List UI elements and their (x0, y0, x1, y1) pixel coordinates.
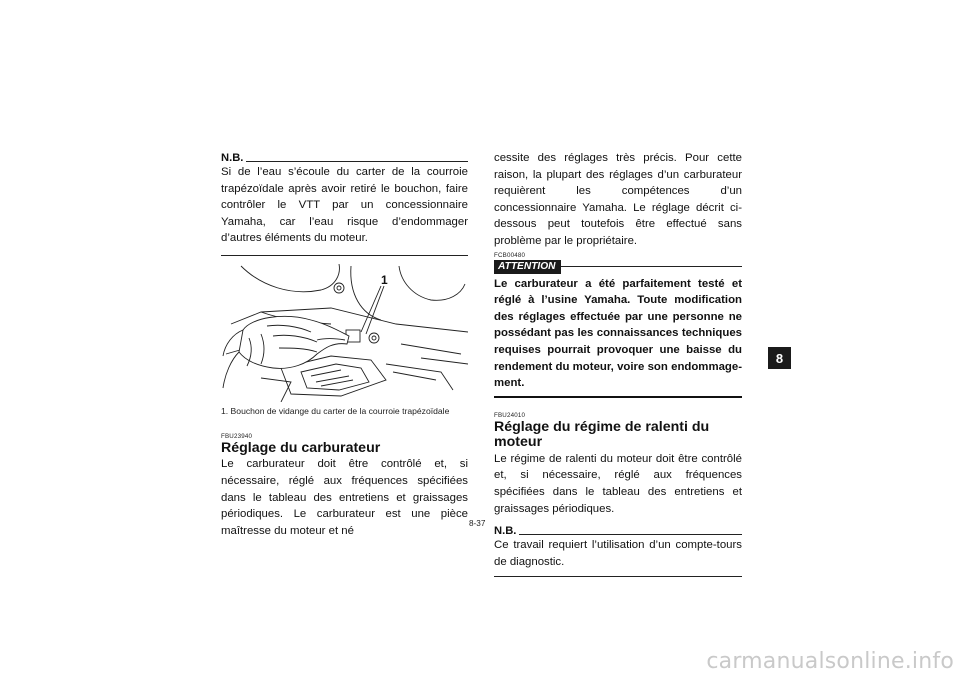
section-code: FBU23940 (221, 432, 253, 440)
idle-speed-section (494, 412, 742, 517)
note-end-rule (494, 576, 742, 577)
drain-plug-figure (221, 264, 468, 402)
note-block (221, 150, 468, 256)
continued-text: cessite des réglages très précis. Pour cette raison, la plupart des réglages d’un carburateur requièrent les compétences d’un concessionnaire Yamaha. Le réglage décrit ci-dessous peut toutefois être effectué sans problème par le propriétaire. (494, 152, 742, 247)
figure-caption: 1. Bouchon de vidange du carter de la courroie trapézoïdale (221, 405, 450, 416)
attention-header (494, 260, 742, 274)
note-text: Si de l’eau s’écoule du carter de la courroie trapézoïdale après avoir retiré le bouchon, faire contrôler le VTT par un concessionnaire Yamaha, car l’eau risque d’endommager d’autres éléments du moteur. (221, 166, 468, 245)
attention-rule (561, 266, 742, 267)
right-column (494, 150, 742, 577)
note-label: N.B. (494, 525, 517, 538)
attention-block (494, 252, 742, 398)
chapter-tab[interactable]: 8 (768, 347, 791, 369)
page-number: 8-37 (469, 519, 486, 528)
drain-plug-illustration (221, 264, 468, 402)
note-rule (519, 534, 742, 535)
figure-callout: 1 (381, 272, 388, 287)
watermark: carmanualsonline.info (706, 649, 954, 674)
note-rule (246, 161, 468, 162)
section-text: Le carburateur doit être contrôlé et, si nécessaire, réglé aux fréquences spécifiées dans le tableau des entretiens et graissages périodiques. Le carburateur est une pièce maîtresse du moteur et né (221, 458, 468, 537)
attention-text: Le carburateur a été parfaitement testé et réglé à l’usine Yamaha. Toute modification des réglages effectuée par une personne ne possédant pas les connaissances techniques requises pourrait provoquer une baisse du rendement du moteur, voire son endommagement. (494, 277, 742, 390)
carburetor-section (221, 433, 468, 539)
attention-end-rule (494, 396, 742, 398)
note-text: Ce travail requiert l’utilisation d’un compte-tours de diagnostic. (494, 539, 742, 568)
section-code: FBU24010 (494, 411, 526, 419)
attention-label: ATTENTION (494, 260, 561, 274)
section-title: Réglage du régime de ralenti du moteur (494, 418, 710, 451)
section-title: Réglage du carburateur (221, 439, 381, 456)
note-end-rule (221, 255, 468, 256)
left-column (221, 150, 468, 539)
note-header (494, 523, 742, 537)
note-block (494, 523, 742, 577)
attention-code: FCB00480 (494, 251, 526, 259)
note-header (221, 150, 468, 164)
section-text: Le régime de ralenti du moteur doit être contrôlé et, si nécessaire, réglé aux fréquences spécifiées dans le tableau des entretiens et graissages périodiques. (494, 452, 742, 515)
note-label: N.B. (221, 152, 244, 164)
